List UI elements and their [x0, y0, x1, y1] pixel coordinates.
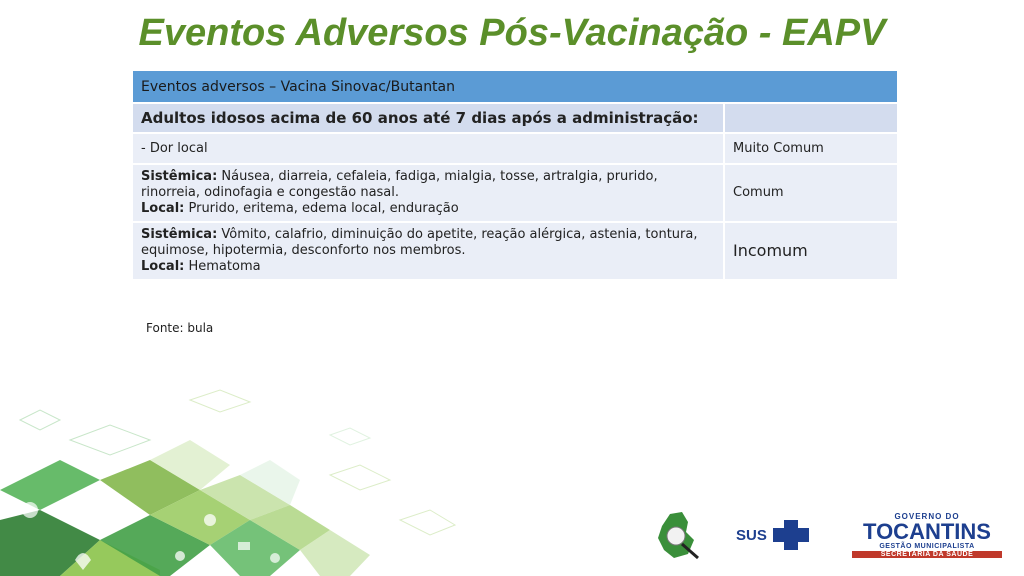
tocantins-main-text: TOCANTINS	[863, 519, 991, 544]
sus-logo	[736, 520, 811, 550]
runner-icon	[175, 551, 185, 561]
adverse-events-table	[133, 71, 897, 279]
local-label: Local:	[141, 201, 185, 216]
paw-icon	[204, 514, 216, 526]
table-subheader-row	[133, 102, 897, 132]
decorative-health-pattern	[0, 380, 460, 576]
municipal-map-logo	[652, 510, 704, 560]
systemic-label: Sistêmica:	[141, 227, 218, 242]
eye-icon	[116, 506, 134, 524]
table-row	[133, 132, 897, 163]
tocantins-sub-text: GESTÃO MUNICIPALISTA	[879, 543, 975, 550]
frequency-cell: Muito Comum	[723, 132, 897, 163]
event-text: - Dor local	[141, 140, 208, 156]
table-subheader-empty-cell	[723, 102, 897, 132]
leaf-icon	[22, 502, 38, 518]
table-row	[133, 221, 897, 279]
tocantins-top-text: GOVERNO DO	[894, 512, 960, 521]
tocantins-government-logo	[836, 512, 1018, 572]
table-subheader-cell: Adultos idosos acima de 60 anos até 7 dias após a administração:	[133, 102, 723, 132]
event-description-cell	[133, 221, 723, 279]
frequency-cell: Incomum	[723, 221, 897, 279]
systemic-text: Náusea, diarreia, cefaleia, fadiga, mialgia, tosse, artralgia, prurido, rinorreia, odinofagia e congestão nasal.	[141, 169, 658, 200]
source-note: Fonte: bula	[146, 321, 214, 335]
event-description-cell	[133, 132, 723, 163]
local-text: Prurido, eritema, edema local, enduração	[184, 201, 459, 216]
table-row	[133, 163, 897, 221]
virus-icon	[270, 553, 280, 563]
local-label: Local:	[141, 259, 185, 274]
tocantins-secretaria-text: SECRETARIA DA SAÚDE	[852, 551, 1002, 558]
table-header-row	[133, 71, 897, 102]
systemic-text: Vômito, calafrio, diminuição do apetite, reação alérgica, astenia, tontura, equimose, hipotermia, desconforto nos membros.	[141, 227, 698, 258]
slide-title: Eventos Adversos Pós-Vacinação - EAPV	[138, 12, 886, 54]
systemic-label: Sistêmica:	[141, 169, 218, 184]
event-description-cell	[133, 163, 723, 221]
frequency-cell: Comum	[723, 163, 897, 221]
syringe-icon	[238, 542, 250, 550]
table-header-cell: Eventos adversos – Vacina Sinovac/Butantan	[133, 71, 897, 102]
local-text: Hematoma	[184, 259, 261, 274]
sus-logo-text: SUS	[736, 526, 767, 544]
sus-cross-icon	[771, 520, 811, 550]
